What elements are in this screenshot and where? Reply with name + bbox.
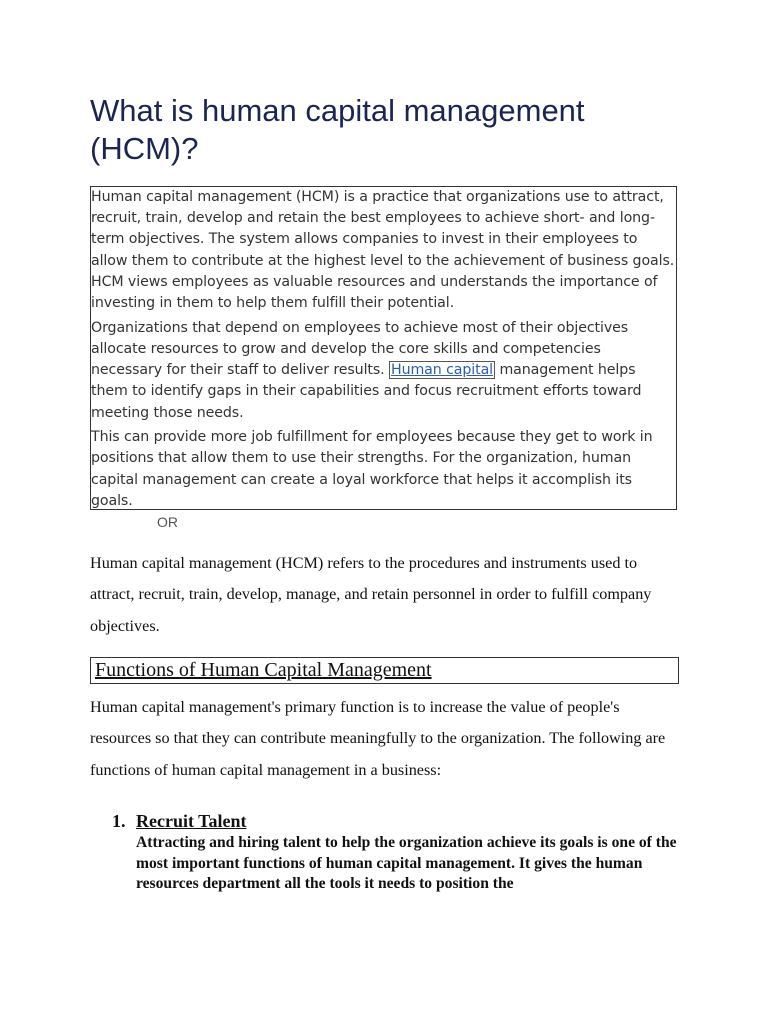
or-separator: OR: [157, 514, 178, 530]
section-heading: Functions of Human Capital Management: [90, 657, 679, 684]
intro-paragraph-2: [91, 318, 676, 424]
intro-paragraph-2-end: management helps them to identify gaps in their capabilities and focus recruitment efforts toward meeting those needs.: [91, 362, 642, 421]
list-item-heading: Recruit Talent: [136, 811, 247, 831]
intro-paragraph-2-start: Organizations that depend on employees to achieve most of their objectives allocate resources to grow and develop the core skills and competencies necessary for their staff to deliver results.: [91, 319, 629, 379]
list-item-number: 1.: [112, 811, 126, 831]
functions-list: [90, 810, 690, 895]
section-intro-paragraph: Human capital management's primary function is to increase the value of people's resources so that they can contribute meaningfully to the organization. The following are functions of human capital management in a business:: [90, 698, 666, 779]
intro-paragraph-3: This can provide more job fulfillment for employees because they get to work in positions that allow them to use their strengths. For the organization, human capital management can create a loyal workforce that helps it accomplish its goals.: [91, 429, 653, 509]
intro-text-box: [90, 186, 677, 510]
page-title: What is human capital management (HCM)?: [90, 93, 585, 166]
list-item: [90, 810, 690, 895]
human-capital-link[interactable]: Human capital: [391, 362, 494, 379]
definition-paragraph: Human capital management (HCM) refers to the procedures and instruments used to attract, recruit, train, develop, manage, and retain personnel in order to fulfill company objectives.: [90, 554, 652, 635]
intro-paragraph-1: Human capital management (HCM) is a practice that organizations use to attract, recruit, train, develop and retain the best employees to achieve short- and long-term objectives. The system allows companies to invest in their employees to allow them to contribute at the highest level to the achievement of business goals. HCM views employees as valuable resources and understands the importance of investing in them to help them fulfill their potential.: [91, 189, 675, 312]
list-item-text: Attracting and hiring talent to help the organization achieve its goals is one of the most important functions of human capital management. It gives the human resources department all the tools it needs to position the: [136, 834, 677, 892]
